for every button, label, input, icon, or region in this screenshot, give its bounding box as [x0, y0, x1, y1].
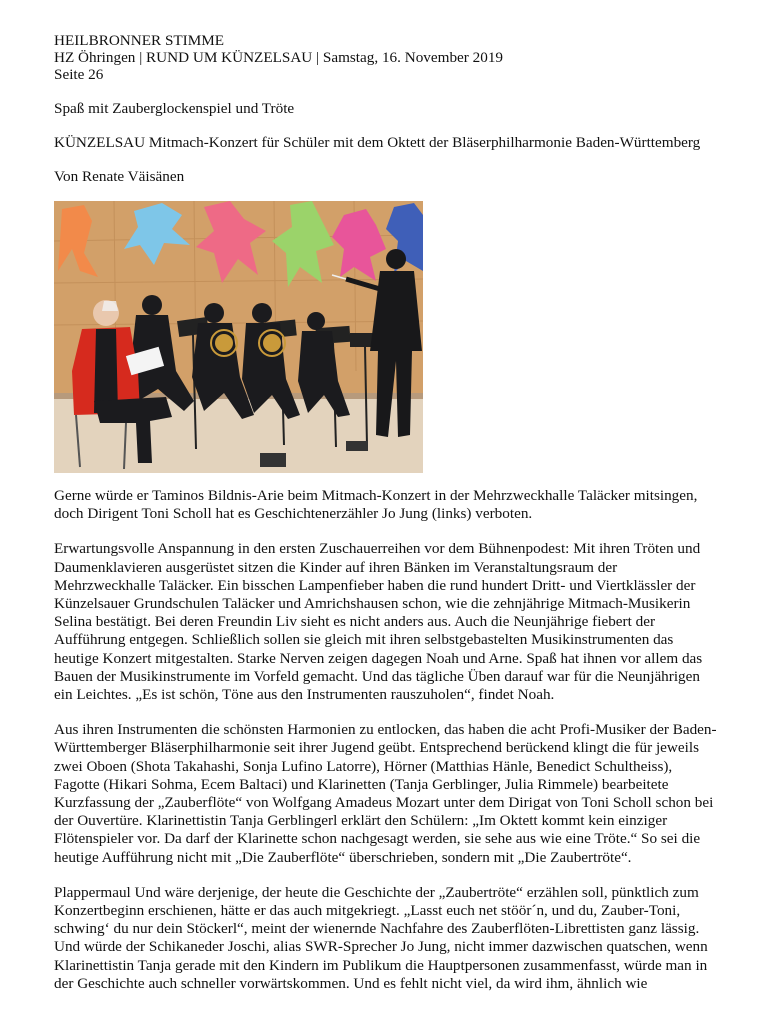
- subheadline: KÜNZELSAU Mitmach-Konzert für Schüler mit dem Oktett der Bläserphilharmonie Baden-Württemberg: [54, 134, 701, 151]
- body-paragraph-1: Erwartungsvolle Anspannung in den ersten Zuschauerreihen vor dem Bühnenpodest: Mit ihren Tröten und Daumenklavieren ausgerüstet sitzen die Kinder auf ihren Bänken im Veranstaltungsraum der Mehrzweckhalle Taläcker. Ein bisschen Lampenfieber haben die rund hundert Dritt- und Viertklässler der Künzelsauer Grundschulen Taläcker und Amrichshausen schon, wie die zehnjährige Mitmach-Musikerin Selina bestätigt. Bei deren Freundin Liv sieht es nicht anders aus. Auch die Neunjährige fiebert der Aufführung entgegen. Schließlich sollen sie gleich mit ihren selbstgebastelten Musikinstrumenten das heutige Konzert mitgestalten. Starke Nerven zeigen dagegen Noah und Arne. Spaß hat ihnen vor allem das Bauen der Musikinstrumente im Vorfeld gemacht. Und das tägliche Üben darauf war für die Neunjährigen ein Leichtes. „Es ist schön, Töne aus den Instrumenten rauszuholen“, findet Noah.: [54, 540, 703, 704]
- photo-caption: Gerne würde er Taminos Bildnis-Arie beim Mitmach-Konzert in der Mehrzweckhalle Taläcker mitsingen, doch Dirigent Toni Scholl hat es Geschichtenerzähler Jo Jung (links) verboten.: [54, 487, 698, 523]
- edition-line: HZ Öhringen | RUND UM KÜNZELSAU | Samstag, 16. November 2019: [54, 49, 504, 66]
- article-page: [54, 32, 718, 993]
- body-paragraph-3: Plappermaul Und wäre derjenige, der heute die Geschichte der „Zaubertröte“ erzählen soll, pünktlich zum Konzertbeginn erschienen, hätte er das auch mitgekriegt. „Lasst euch net stöör´n, und du, Zauber-Toni, schwing‘ du nur dein Stöckerl“, meint der wienernde Nachfahre des Zauberflöten-Librettisten ganz lässig. Und würde der Schikaneder Joschi, alias SWR-Sprecher Jo Jung, nicht immer dazwischen quatschen, wenn Klarinettistin Tanja gerade mit den Kindern im Publikum die Hauptpersonen zusammenfasst, würde man in der Geschichte auch schneller vorwärtskommen. Und es fehlt nicht viel, da wird ihm, ähnlich wie: [54, 883, 708, 992]
- concert-photo: [54, 201, 423, 473]
- newspaper-name: HEILBRONNER STIMME: [54, 32, 225, 49]
- body-paragraph-2: Aus ihren Instrumenten die schönsten Harmonien zu entlocken, das haben die acht Profi-Musiker der Baden-Württemberger Bläserphilharmonie seit ihrer Jugend geübt. Entsprechend berückend klingt die für jeweils zwei Oboen (Shota Takahashi, Sonja Lufino Latorre), Hörner (Matthias Hänle, Benedict Schultheiss), Fagotte (Hikari Sohma, Ecem Baltaci) und Klarinetten (Tanja Gerblinger, Julia Rimmele) bearbeitete Kurzfassung der „Zauberflöte“ von Wolfgang Amadeus Mozart unter dem Dirigat von Toni Scholl schon bei der Ouvertüre. Klarinettistin Tanja Gerblingerl erklärt den Schülern: „Im Oktett kommt kein einziger Flötenspieler vor. Da darf der Klarinette schon nachgesagt werden, sie sehe aus wie eine Tröte.“ So sei die heutige Aufführung nicht mit „Die Zauberflöte“ überschrieben, sondern mit „Die Zaubertröte“.: [54, 721, 717, 866]
- byline: Von Renate Väisänen: [54, 168, 185, 185]
- headline: Spaß mit Zauberglockenspiel und Tröte: [54, 100, 295, 117]
- page-number: Seite 26: [54, 66, 104, 83]
